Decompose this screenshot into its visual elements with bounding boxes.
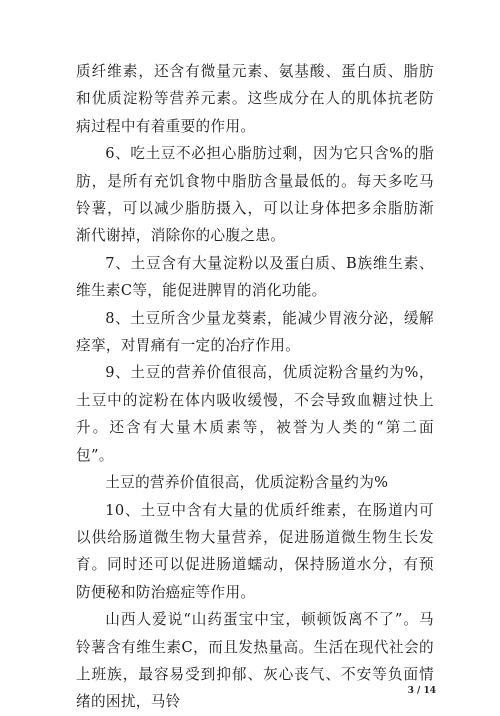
page-number: 3 / 14	[407, 686, 436, 696]
document-body	[76, 58, 434, 716]
paragraph: 9、土豆的营养价值很高，优质淀粉含量约为%，土豆中的淀粉在体内吸收缓慢，不会导致血糖过快上升。还含有大量木质素等，被誉为人类的“第二面包”。	[76, 364, 434, 464]
paragraph: 土豆的营养价值很高，优质淀粉含量约为%	[105, 474, 389, 492]
paragraph: 山西人爱说“山药蛋宝中宝，顿顿饭离不了”。马铃薯含有维生素C，而且发热量高。生活在现代社会的上班族，最容易受到抑郁、灰心丧气、不安等负面情绪的困扰，马铃	[76, 611, 434, 711]
paragraph: 8、土豆所含少量龙葵素，能减少胃液分泌，缓解痉挛，对胃痛有一定的冶疗作用。	[76, 309, 434, 355]
paragraph: 6、吃土豆不必担心脂肪过剩，因为它只含%的脂肪，是所有充饥食物中脂肪含量最低的。每天多吃马铃薯，可以减少脂肪摄入，可以让身体把多余脂肪渐渐代谢掉，消除你的心腹之患。	[76, 145, 434, 245]
paragraph: 质纤维素，还含有微量元素、氨基酸、蛋白质、脂肪和优质淀粉等营养元素。这些成分在人的肌体抗老防病过程中有着重要的作用。	[76, 63, 434, 135]
paragraph: 7、土豆含有大量淀粉以及蛋白质、B族维生素、维生素C等，能促进脾胃的消化功能。	[76, 254, 434, 300]
paragraph: 10、土豆中含有大量的优质纤维素，在肠道内可以供给肠道微生物大量营养，促进肠道微生物生长发育。同时还可以促进肠道蠕动，保持肠道水分，有预防便秘和防治癌症等作用。	[76, 501, 434, 601]
